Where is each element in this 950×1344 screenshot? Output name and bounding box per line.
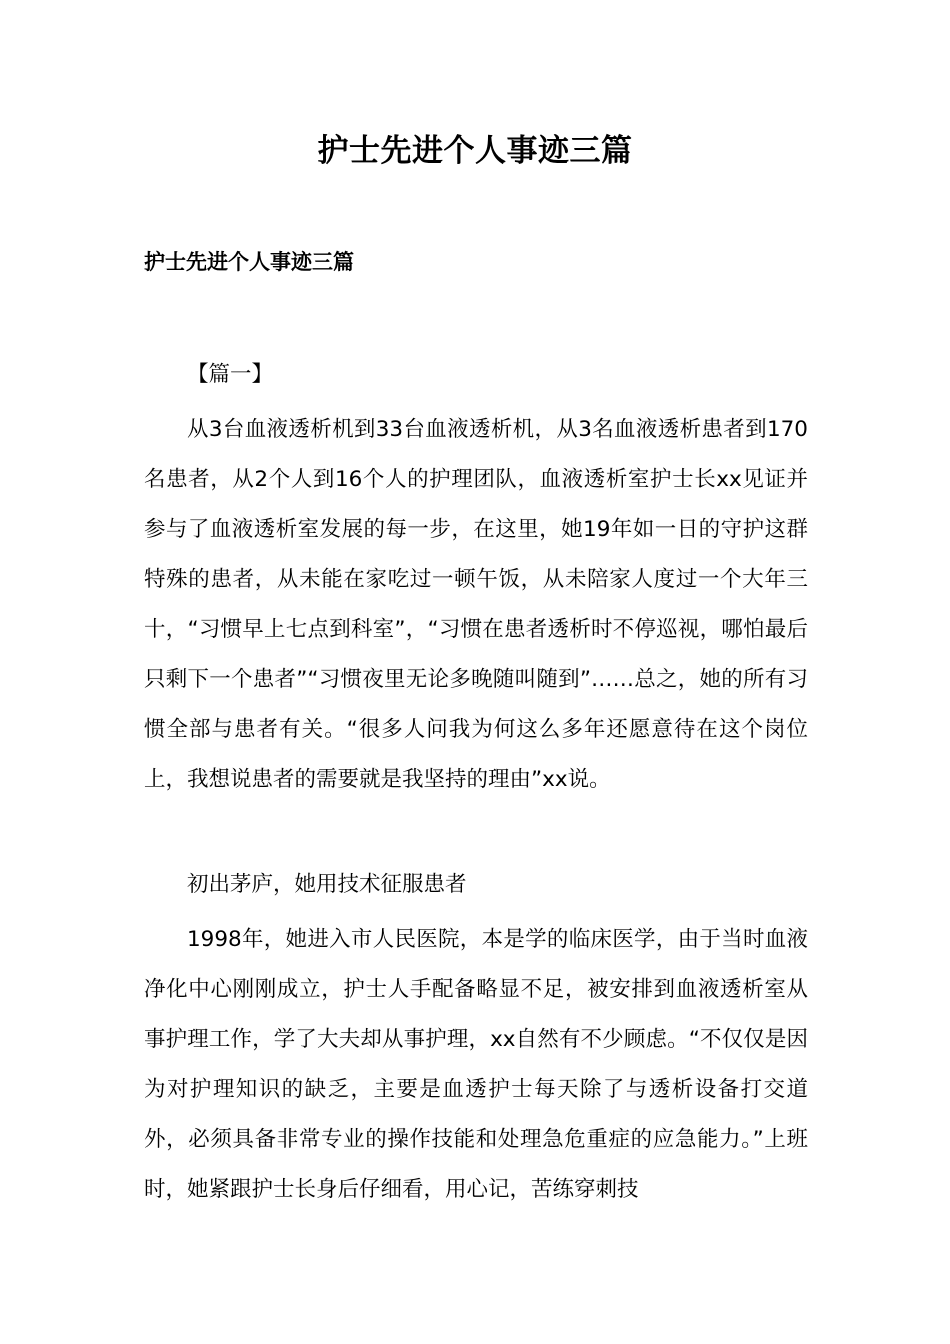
document-subtitle: 护士先进个人事迹三篇 bbox=[144, 250, 354, 274]
paragraph-1-text: 从3台血液透析机到33台血液透析机，从3名血液透析患者到170名患者，从2个人到16个人的护理团队，血液透析室护士长xx见证并参与了血液透析室发展的每一步，在这里，她19年如一日的守护这群特殊的患者，从未能在家吃过一顿午饭，从未陪家人度过一个大年三十，“习惯早上七点到科室”，“习惯在患者透析时不停巡视，哪怕最后只剩下一个患者”“习惯夜里无论多晚随叫随到”……总之，她的所有习惯全部与患者有关。“很多人问我为何这么多年还愿意待在这个岗位上，我想说患者的需要就是我坚持的理由”xx说。 bbox=[144, 417, 808, 792]
section-heading bbox=[144, 860, 808, 910]
paragraph-2-text: 1998年，她进入市人民医院，本是学的临床医学，由于当时血液净化中心刚刚成立，护士人手配备略显不足，被安排到血液透析室从事护理工作，学了大夫却从事护理，xx自然有不少顾虑。“不仅仅是因为对护理知识的缺乏，主要是血透护士每天除了与透析设备打交道外，必须具备非常专业的操作技能和处理急危重症的应急能力。”上班时，她紧跟护士长身后仔细看，用心记，苦练穿刺技 bbox=[144, 927, 808, 1202]
section-label bbox=[144, 350, 808, 400]
paragraph-1 bbox=[144, 405, 808, 805]
document-title: 护士先进个人事迹三篇 bbox=[317, 133, 633, 169]
section-heading-text: 初出茅庐，她用技术征服患者 bbox=[187, 872, 467, 897]
section-label-text: 【篇一】 bbox=[187, 362, 274, 387]
paragraph-2 bbox=[144, 915, 808, 1215]
